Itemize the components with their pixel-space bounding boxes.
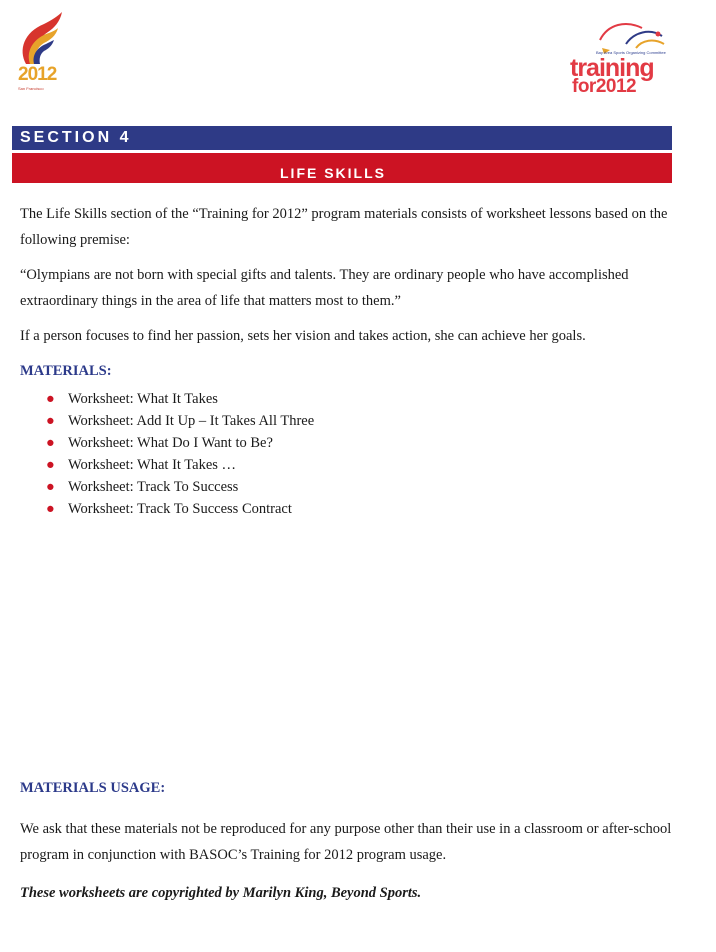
bullet-icon: ● — [46, 479, 55, 495]
list-item — [46, 476, 670, 498]
list-item — [46, 388, 670, 410]
logo-city: San Francisco — [18, 86, 44, 91]
list-item-text: Worksheet: Add It Up – It Takes All Three — [68, 413, 315, 429]
list-item — [46, 498, 670, 520]
logo-word-training: training — [570, 54, 654, 82]
section-title: LIFE SKILLS — [280, 165, 386, 181]
bullet-icon: ● — [46, 391, 55, 407]
bullet-icon: ● — [46, 435, 55, 451]
quote-paragraph: “Olympians are not born with special gifts and talents. They are ordinary people who have accomplished extraordinary things in the area of life that matters most to them.” — [20, 267, 629, 309]
logo-word-for2012: for2012 — [572, 76, 637, 97]
section-bar — [12, 126, 672, 153]
sf-2012-logo — [14, 10, 66, 92]
copyright-notice: These worksheets are copyrighted by Marilyn King, Beyond Sports. — [20, 885, 422, 901]
list-item-text: Worksheet: Track To Success — [68, 479, 239, 495]
main-content — [20, 201, 670, 520]
list-item — [46, 410, 670, 432]
bullet-icon: ● — [46, 501, 55, 517]
materials-heading: MATERIALS: — [20, 363, 112, 379]
intro-paragraph: The Life Skills section of the “Training for 2012” program materials consists of worksheet lessons based on the following premise: — [20, 206, 668, 248]
logo-year: 2012 — [18, 64, 57, 85]
torch-flame-icon — [14, 10, 66, 66]
bullet-icon: ● — [46, 457, 55, 473]
section-label: SECTION 4 — [20, 129, 132, 146]
title-bar — [12, 153, 672, 183]
list-item-text: Worksheet: What Do I Want to Be? — [68, 435, 273, 451]
list-item-text: Worksheet: What It Takes — [68, 391, 218, 407]
usage-paragraph: We ask that these materials not be reproduced for any purpose other than their use in a classroom or after-school program in conjunction with BASOC’s Training for 2012 program usage. — [20, 821, 672, 863]
list-item — [46, 432, 670, 454]
premise-paragraph: If a person focuses to find her passion, sets her vision and takes action, she can achieve her goals. — [20, 328, 586, 344]
usage-heading: MATERIALS USAGE: — [20, 780, 166, 796]
list-item-text: Worksheet: Track To Success Contract — [68, 501, 292, 517]
logo-org-text: Bay Area Sports Organizing Committee — [596, 50, 666, 55]
bullet-icon: ● — [46, 413, 55, 429]
list-item-text: Worksheet: What It Takes … — [68, 457, 237, 473]
list-item — [46, 454, 670, 476]
materials-list — [20, 388, 670, 520]
training-for-2012-logo — [566, 18, 676, 98]
